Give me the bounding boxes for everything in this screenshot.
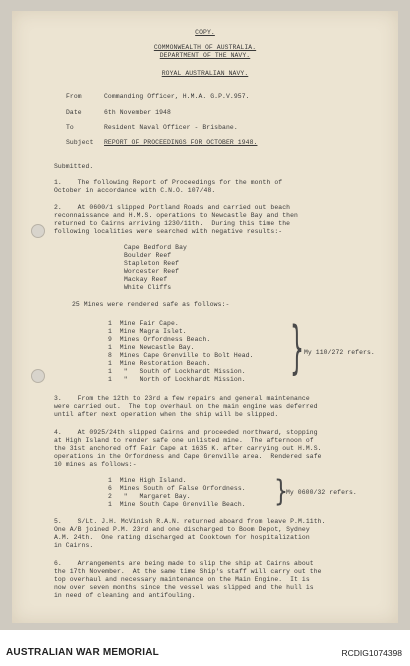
para2-line: 2. At 0600/1 slipped Portland Roads and carried out beach	[54, 204, 291, 211]
from-value: Commanding Officer, H.M.A. G.P.V.957.	[104, 93, 250, 100]
para2-line: returned to Cairns arriving 1230/11th. During this time the	[54, 220, 291, 227]
archive-footer	[0, 630, 410, 666]
mine-item: 1 Mine Fair Cape.	[108, 320, 179, 327]
punch-hole	[31, 224, 45, 238]
mine-item: 1 " South of Lockhardt Mission.	[108, 368, 246, 375]
locality-item: Stapleton Reef	[124, 260, 180, 267]
brace-mark: }	[290, 317, 304, 383]
mines-intro: 25 Mines were rendered safe as follows:-	[72, 301, 230, 308]
header-department: DEPARTMENT OF THE NAVY.	[159, 52, 251, 59]
locality-item: Worcester Reef	[124, 268, 180, 275]
mine-item: 6 Mines South of False Orfordness.	[108, 485, 246, 492]
locality-item: Boulder Reef	[124, 252, 172, 259]
date-value: 6th November 1948	[104, 109, 171, 116]
mine-item: 8 Mines Cape Grenville to Bolt Head.	[108, 352, 254, 359]
para5-line: One A/B joined P.M. 23rd and one discharged to Boom Depot, Sydney	[54, 526, 310, 533]
mine-item: 1 Mine Magra Islet.	[108, 328, 187, 335]
mine-item: 2 " Margaret Bay.	[108, 493, 191, 500]
para6-line: 6. Arrangements are being made to slip the ship at Cairns about	[54, 560, 314, 567]
document-page	[12, 11, 398, 623]
para6-line: in need of cleaning and antifouling.	[54, 592, 196, 599]
header-navy: ROYAL AUSTRALIAN NAVY.	[161, 70, 249, 77]
mines-reference: My 110/272 refers.	[304, 349, 375, 356]
para6-line: top overhaul and necessary maintenance on the Main Engine. It is	[54, 576, 310, 583]
para3-line: were carried out. The top overhaul on the main engine was deferred	[54, 403, 318, 410]
from-label: From	[66, 93, 82, 100]
to-label: To	[66, 124, 74, 131]
para5-line: 5. S/Lt. J.H. McVinish R.A.N. returned aboard from leave P.M.11th.	[54, 518, 326, 525]
para4-line: the 31st anchored off Fair Cape at 1635 K. after carrying out H.M.S.	[54, 445, 322, 452]
para5-line: in Cairns.	[54, 542, 94, 549]
copy-heading: COPY.	[195, 29, 215, 36]
locality-item: Cape Bedford Bay	[124, 244, 187, 251]
para5-line: A.M. 24th. One rating discharged at Cooktown for hospitalization	[54, 534, 310, 541]
para3-line: 3. From the 12th to 23rd a few repairs and general maintenance	[54, 395, 310, 402]
para4-line: 10 mines as follows:-	[54, 461, 137, 468]
record-id: RCDIG1074398	[341, 648, 402, 658]
mine-item: 9 Mines Orfordness Beach.	[108, 336, 211, 343]
para4-line: operations in the Orfordness and Cape Grenville area. Rendered safe	[54, 453, 322, 460]
header-commonwealth: COMMONWEALTH OF AUSTRALIA.	[153, 44, 257, 51]
para1-line: 1. The following Report of Proceedings for the month of	[54, 179, 283, 186]
mine-item: 1 Mine South Cape Grenville Beach.	[108, 501, 246, 508]
locality-item: White Cliffs	[124, 284, 172, 291]
to-value: Resident Naval Officer - Brisbane.	[104, 124, 238, 131]
para6-line: the 17th November. At the same time Ship's staff will carry out the	[54, 568, 322, 575]
para1-line: October in accordance with C.N.O. 107/48.	[54, 187, 216, 194]
subject-label: Subject	[66, 139, 94, 146]
mine-item: 1 " North of Lockhardt Mission.	[108, 376, 246, 383]
para4-line: 4. At 0925/24th slipped Cairns and proceeded northward, stopping	[54, 429, 318, 436]
para3-line: until after next operation when the ship will be slipped.	[54, 411, 279, 418]
para6-line: now over seven months since the vessel was slipped and the hull is	[54, 584, 314, 591]
para2-line: reconnaissance and H.M.S. operations to Newcastle Bay and then	[54, 212, 298, 219]
punch-hole	[31, 369, 45, 383]
mine-item: 1 Mine High Island.	[108, 477, 187, 484]
mine-item: 1 Mine Newcastle Bay.	[108, 344, 195, 351]
para2-line: following localities were searched with negative results:-	[54, 228, 283, 235]
mine-item: 1 Mine Restoration Beach.	[108, 360, 211, 367]
para4-line: at High Island to render safe one unlisted mine. The afternoon of	[54, 437, 314, 444]
date-label: Date	[66, 109, 82, 116]
locality-item: Mackay Reef	[124, 276, 168, 283]
brace-mark: }	[274, 475, 288, 510]
subject-value: REPORT OF PROCEEDINGS FOR OCTOBER 1948.	[104, 139, 258, 146]
institution-name: AUSTRALIAN WAR MEMORIAL	[6, 647, 159, 658]
submitted: Submitted.	[54, 163, 94, 170]
mines-reference-2: My 0600/32 refers.	[286, 489, 357, 496]
